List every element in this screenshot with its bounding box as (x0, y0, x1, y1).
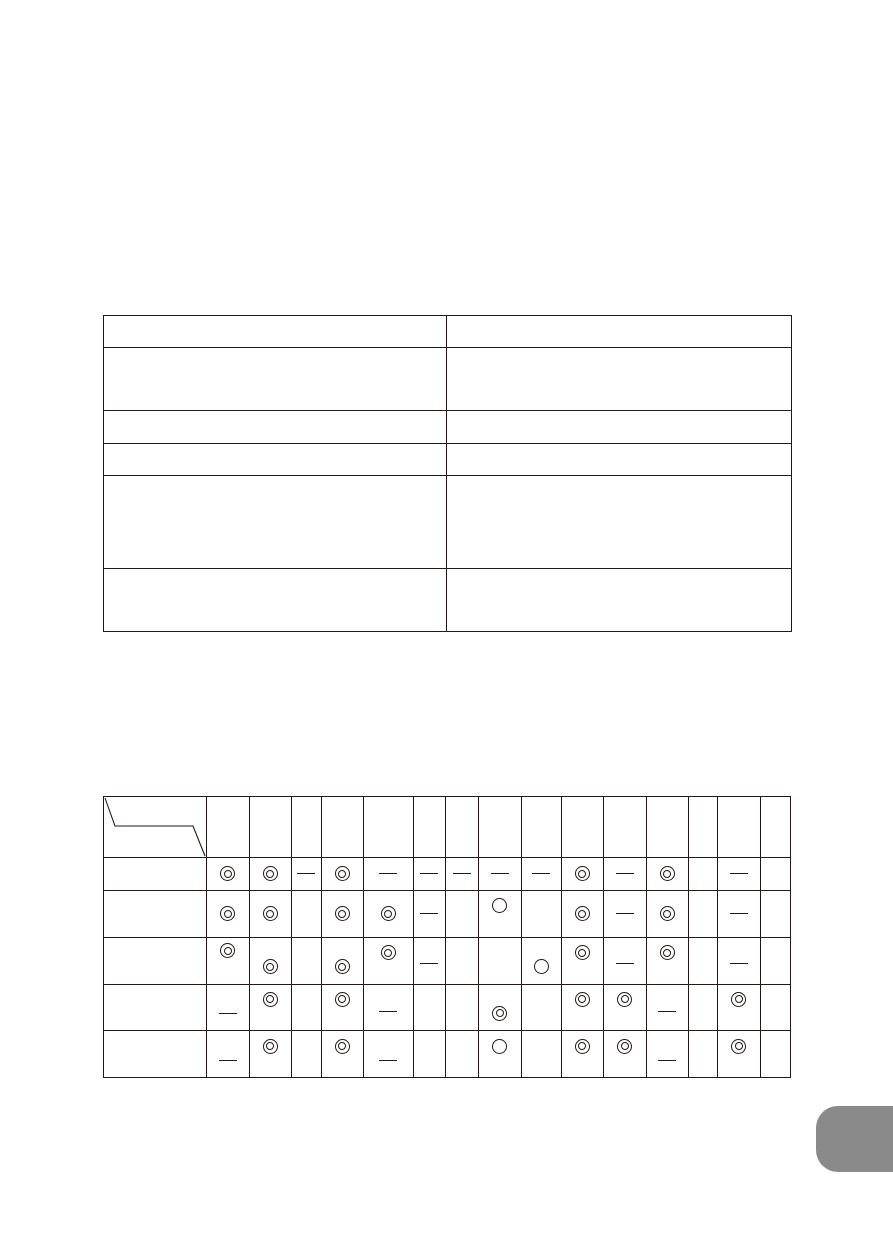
double-circle-mark (731, 992, 746, 1007)
dash-mark (658, 1060, 676, 1061)
double-circle-mark (660, 945, 675, 960)
compatibility-table (103, 796, 791, 1078)
dash-mark (616, 963, 634, 964)
double-circle-mark (575, 866, 590, 881)
dash-mark (297, 873, 315, 874)
diagonal-header-cell (103, 796, 207, 858)
row-divider (103, 984, 791, 985)
header-divider (103, 347, 792, 348)
circle-mark (492, 1039, 507, 1054)
dash-mark (219, 1060, 237, 1061)
dash-mark (420, 963, 438, 964)
dash-mark (491, 873, 509, 874)
dash-mark (379, 873, 397, 874)
dash-mark (420, 873, 438, 874)
double-circle-mark (575, 906, 590, 921)
row-divider (103, 890, 791, 891)
dash-mark (730, 873, 748, 874)
double-circle-mark (492, 1006, 507, 1021)
double-circle-mark (660, 866, 675, 881)
dash-mark (420, 913, 438, 914)
double-circle-mark (335, 906, 350, 921)
double-circle-mark (263, 959, 278, 974)
dash-mark (453, 873, 471, 874)
double-circle-mark (263, 1039, 278, 1054)
double-circle-mark (220, 866, 235, 881)
row-divider (103, 410, 792, 411)
row-divider (103, 1030, 791, 1031)
double-circle-mark (220, 906, 235, 921)
row-divider (103, 443, 792, 444)
settings-table (103, 315, 792, 632)
page-index-tab (816, 1106, 893, 1172)
dash-mark (730, 913, 748, 914)
double-circle-mark (381, 945, 396, 960)
double-circle-mark (617, 1039, 632, 1054)
table-border (103, 315, 792, 632)
dash-mark (730, 963, 748, 964)
column-divider (446, 315, 447, 632)
double-circle-mark (263, 992, 278, 1007)
double-circle-mark (335, 959, 350, 974)
double-circle-mark (575, 992, 590, 1007)
double-circle-mark (381, 906, 396, 921)
double-circle-mark (220, 943, 235, 958)
dash-mark (616, 913, 634, 914)
dash-mark (616, 873, 634, 874)
double-circle-mark (263, 866, 278, 881)
double-circle-mark (263, 906, 278, 921)
row-divider (103, 475, 792, 476)
double-circle-mark (731, 1039, 746, 1054)
double-circle-mark (660, 906, 675, 921)
double-circle-mark (575, 1039, 590, 1054)
circle-mark (534, 959, 549, 974)
circle-mark (492, 898, 507, 913)
double-circle-mark (617, 992, 632, 1007)
dash-mark (219, 1013, 237, 1014)
dash-mark (379, 1011, 397, 1012)
dash-mark (658, 1011, 676, 1012)
double-circle-mark (335, 992, 350, 1007)
row-divider (103, 857, 791, 858)
row-divider (103, 937, 791, 938)
dash-mark (532, 873, 550, 874)
double-circle-mark (335, 1039, 350, 1054)
double-circle-mark (575, 945, 590, 960)
double-circle-mark (335, 866, 350, 881)
row-divider (103, 568, 792, 569)
dash-mark (379, 1060, 397, 1061)
